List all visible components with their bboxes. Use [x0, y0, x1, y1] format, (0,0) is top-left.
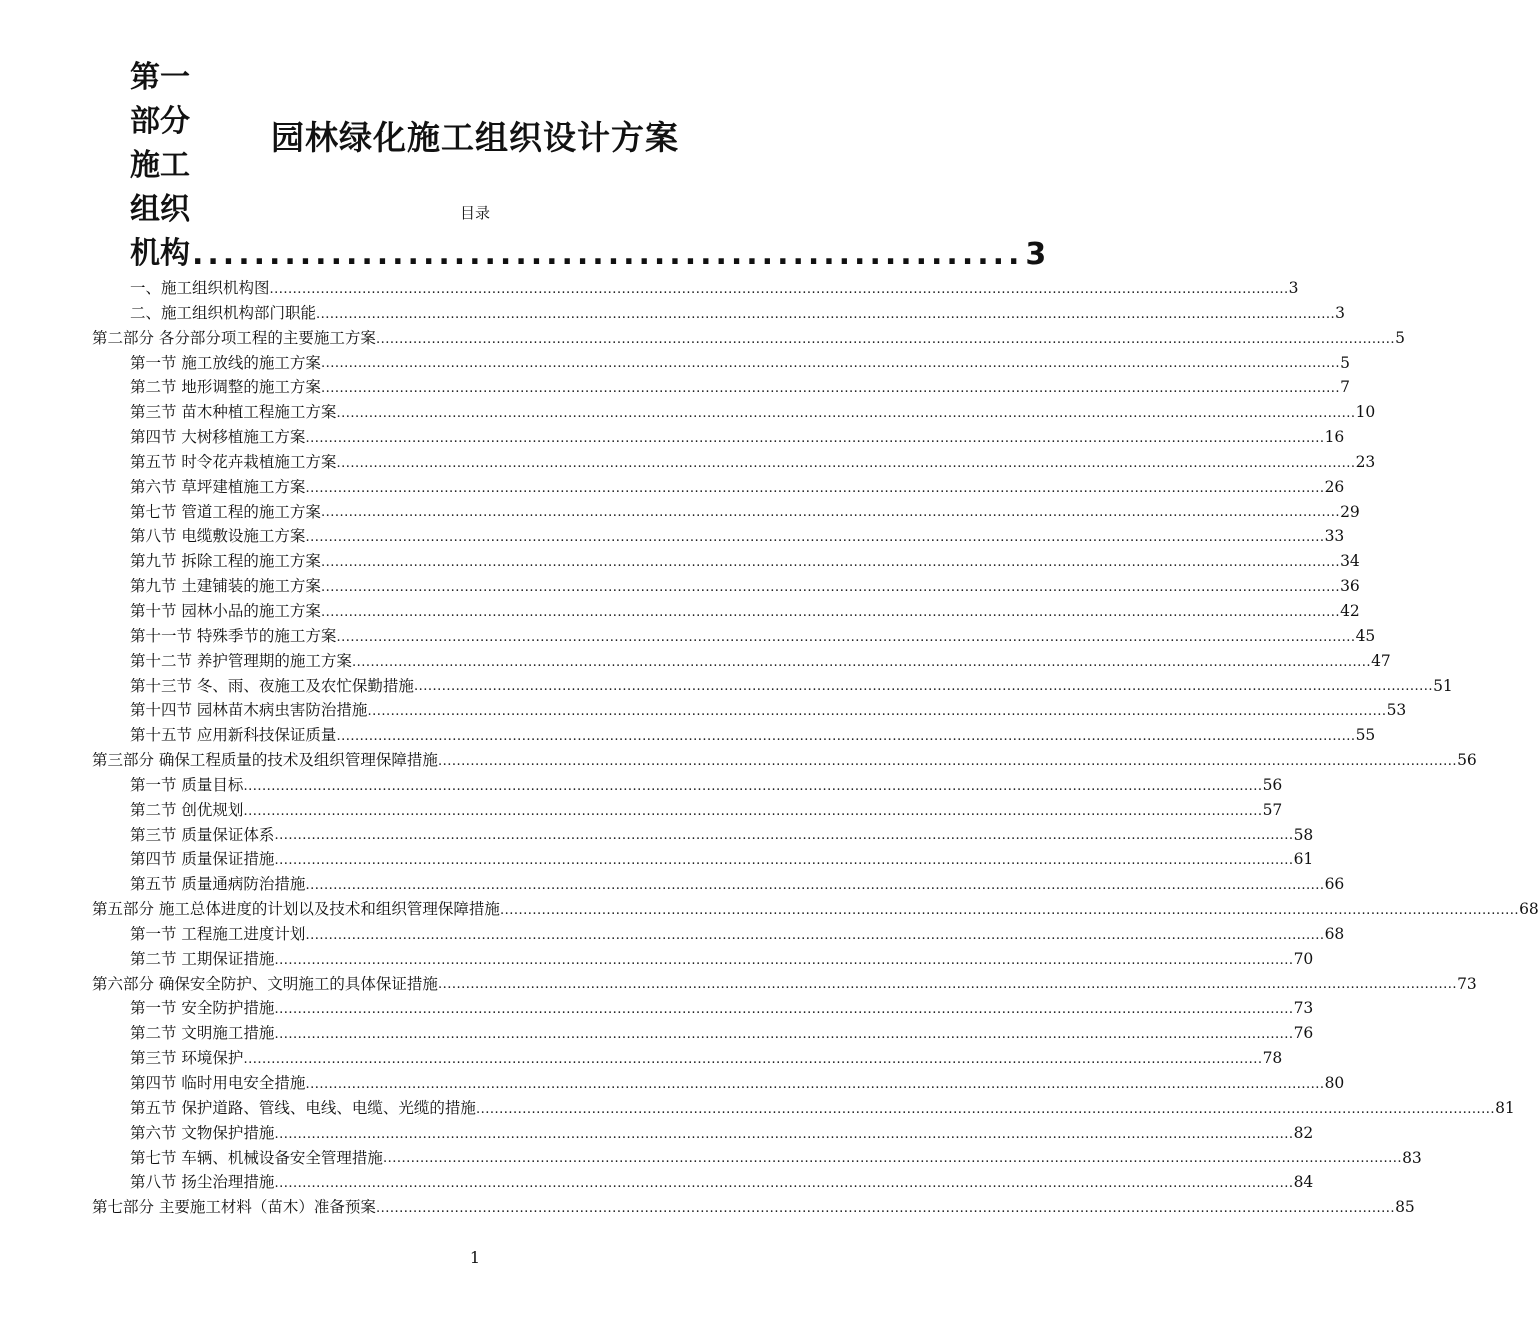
toc-entry-page: 42 — [1340, 601, 1360, 620]
toc-entry[interactable] — [92, 972, 1477, 997]
toc-entry[interactable] — [92, 1096, 1515, 1121]
toc-entry-page: 85 — [1395, 1198, 1415, 1217]
toc-leader-dots: ............................................................................................................................................................................................................................ — [499, 902, 1520, 918]
toc-entry[interactable] — [92, 1071, 1345, 1096]
toc-entry-label: 第一节 质量目标 — [130, 775, 244, 794]
toc-entry-label: 第六节 草坪建植施工方案 — [130, 477, 306, 496]
toc-entry-page: 68 — [1324, 924, 1345, 943]
toc-entry-page: 33 — [1324, 527, 1345, 546]
toc-leader-dots: ............................................................................................................................................................................................................................ — [274, 1126, 1294, 1142]
toc-entry-label: 第十节 园林小品的施工方案 — [130, 601, 321, 620]
toc-entry-page: 10 — [1355, 403, 1376, 422]
toc-entry-label: 第三部分 确保工程质量的技术及组织管理保障措施 — [92, 751, 438, 770]
toc-entry[interactable] — [92, 922, 1345, 947]
toc-entry[interactable] — [92, 674, 1453, 699]
toc-entry[interactable] — [92, 1146, 1422, 1171]
toc-entry[interactable] — [92, 599, 1360, 624]
toc-entry[interactable] — [92, 326, 1405, 351]
toc-entry[interactable] — [92, 698, 1407, 723]
toc-leader-dots: ............................................................................................................................................................................................................................ — [375, 1201, 1396, 1217]
toc-leader-dots: ............................................................................................................................................................................................................................ — [305, 1076, 1325, 1092]
toc-entry[interactable] — [92, 574, 1360, 599]
toc-leader-dots: ............................................................................................................................................................................................................................ — [320, 381, 1341, 397]
toc-entry[interactable] — [92, 1121, 1314, 1146]
toc-entry[interactable] — [92, 947, 1314, 972]
toc-entry-page: 26 — [1324, 477, 1345, 496]
toc-leader-dots: ............................................................................................................................................................................................................................ — [243, 1052, 1263, 1067]
toc-entry[interactable] — [92, 400, 1376, 425]
toc-leader-dots: ............................................................................................................................................................................................................................ — [305, 927, 1325, 943]
toc-entry-page: 56 — [1457, 751, 1477, 770]
toc-leader-dots: ............................................................................................................................................................................................................................ — [336, 729, 1356, 745]
toc-entry-label: 第七节 车辆、机械设备安全管理措施 — [130, 1148, 383, 1167]
toc-entry-label: 第十四节 园林苗木病虫害防治措施 — [130, 701, 368, 720]
toc-entry-label: 第三节 质量保证体系 — [130, 825, 275, 844]
toc-list — [92, 276, 1539, 1220]
toc-entry-page: 76 — [1293, 1024, 1314, 1043]
toc-entry-page: 56 — [1262, 775, 1283, 794]
toc-entry-page: 45 — [1355, 626, 1376, 645]
toc-entry-label: 第五部分 施工总体进度的计划以及技术和组织管理保障措施 — [92, 900, 500, 919]
toc-entry-label: 第三节 环境保护 — [130, 1049, 244, 1068]
toc-leader-dots: ............................................................................................................................................................................................................................ — [243, 803, 1263, 819]
toc-leader-dots: ............................................................................................................................................................................................................................ — [269, 281, 1289, 297]
toc-leader-dots: ............................................................................................................................................................................................................................ — [274, 1027, 1294, 1043]
toc-entry[interactable] — [92, 475, 1345, 500]
toc-entry[interactable] — [92, 425, 1345, 450]
toc-entry-page: 73 — [1293, 999, 1314, 1018]
toc-entry-page: 7 — [1340, 378, 1350, 397]
toc-leader-dots: ............................................................................................................................................................................................................................ — [437, 977, 1458, 993]
toc-entry-page: 70 — [1293, 949, 1314, 968]
toc-entry-page: 84 — [1293, 1173, 1314, 1192]
toc-entry-page: 81 — [1495, 1098, 1515, 1117]
toc-entry-label: 第八节 扬尘治理措施 — [130, 1173, 275, 1192]
toc-leader-dots: ............................................................................................................................................................................................................................ — [274, 853, 1294, 869]
toc-leader-dots: ............................................................................................................................................................................................................................ — [320, 555, 1341, 571]
toc-entry-page: 53 — [1386, 701, 1407, 720]
toc-leader-dots: ............................................................................................................................................................................................................................ — [336, 455, 1356, 471]
toc-leader-dots: ............................................................................................................................................................................................................................ — [320, 356, 1341, 372]
toc-leader-dots: ............................................................................................................................................................................................................................ — [382, 1151, 1403, 1167]
toc-entry-label: 第五节 保护道路、管线、电线、电缆、光缆的措施 — [130, 1098, 476, 1117]
toc-entry-page: 3 — [1025, 237, 1047, 272]
toc-leader-dots: ............................................................................................................................................................................................................................ — [320, 505, 1341, 521]
toc-leader-dots: ...................................................... — [192, 237, 1024, 272]
toc-entry[interactable] — [92, 798, 1283, 823]
toc-entry-label: 第一节 安全防护措施 — [130, 999, 275, 1018]
toc-leader-dots: ............................................................................................................................................................................................................................ — [305, 480, 1325, 496]
toc-entry[interactable] — [92, 723, 1376, 748]
page-number: 1 — [469, 1248, 481, 1267]
toc-entry-page: 34 — [1340, 552, 1360, 571]
toc-entry-page: 68 — [1519, 900, 1539, 919]
toc-entry[interactable] — [92, 823, 1314, 848]
toc-entry-label: 第二节 地形调整的施工方案 — [130, 378, 321, 397]
toc-entry-label: 第一节 施工放线的施工方案 — [130, 353, 321, 372]
toc-entry-page: 55 — [1355, 726, 1376, 745]
toc-entry-page: 66 — [1324, 875, 1345, 894]
toc-entry-label: 第四节 大树移植施工方案 — [130, 428, 306, 447]
toc-leader-dots: ............................................................................................................................................................................................................................ — [351, 654, 1372, 670]
toc-leader-dots: ............................................................................................................................................................................................................................ — [437, 753, 1458, 769]
toc-entry[interactable] — [92, 649, 1391, 674]
toc-entry-label: 第十五节 应用新科技保证质量 — [130, 726, 337, 745]
toc-entry[interactable] — [92, 773, 1283, 798]
toc-entry[interactable] — [92, 748, 1477, 773]
toc-entry[interactable] — [92, 847, 1314, 872]
toc-entry-page: 29 — [1340, 502, 1360, 521]
toc-entry-label: 第六部分 确保安全防护、文明施工的具体保证措施 — [92, 974, 438, 993]
toc-entry-page: 47 — [1371, 651, 1391, 670]
toc-leader-dots: ............................................................................................................................................................................................................................ — [243, 778, 1263, 794]
toc-entry-label: 第二节 创优规划 — [130, 800, 244, 819]
toc-entry-label: 第九节 土建铺装的施工方案 — [130, 577, 321, 596]
toc-entry[interactable] — [92, 897, 1539, 922]
toc-leader-dots: ............................................................................................................................................................................................................................ — [274, 952, 1294, 968]
toc-entry[interactable] — [92, 351, 1350, 376]
toc-entry[interactable] — [92, 375, 1350, 400]
toc-heading: 目录 — [459, 204, 490, 222]
toc-entry-label: 第四节 临时用电安全措施 — [130, 1074, 306, 1092]
toc-entry-label: 第三节 苗木种植工程施工方案 — [130, 403, 337, 422]
toc-entry-page: 16 — [1324, 428, 1345, 447]
toc-entry[interactable] — [92, 1195, 1415, 1220]
toc-entry[interactable] — [92, 996, 1314, 1021]
toc-entry-page: 36 — [1340, 577, 1360, 596]
toc-entry-page: 82 — [1293, 1123, 1314, 1142]
toc-entry[interactable] — [92, 1170, 1314, 1195]
toc-entry[interactable] — [92, 872, 1345, 897]
toc-entry[interactable] — [92, 450, 1376, 475]
toc-entry-page: 80 — [1324, 1074, 1345, 1092]
toc-entry-label: 第五节 质量通病防治措施 — [130, 875, 306, 894]
toc-entry-label: 二、施工组织机构部门职能 — [130, 303, 317, 322]
toc-entry-page: 57 — [1262, 800, 1283, 819]
toc-entry[interactable] — [92, 276, 1299, 301]
toc-entry-label: 第二部分 各分部分项工程的主要施工方案 — [92, 328, 376, 347]
toc-entry[interactable] — [92, 1021, 1314, 1046]
toc-entry[interactable] — [92, 301, 1346, 326]
toc-entry-label: 第九节 拆除工程的施工方案 — [130, 552, 321, 571]
toc-entry-label: 第一部分 施工组织机构 — [130, 60, 220, 271]
toc-entry-label: 第五节 时令花卉栽植施工方案 — [130, 452, 337, 471]
toc-entry-page: 58 — [1293, 825, 1314, 844]
toc-entry-label: 第二节 文明施工措施 — [130, 1024, 275, 1043]
toc-leader-dots: ............................................................................................................................................................................................................................ — [305, 878, 1325, 894]
toc-entry-page: 3 — [1288, 279, 1299, 297]
toc-entry-label: 第四节 质量保证措施 — [130, 850, 275, 869]
toc-leader-dots: ............................................................................................................................................................................................................................ — [320, 579, 1341, 595]
toc-leader-dots: ............................................................................................................................................................................................................................ — [336, 629, 1356, 645]
toc-leader-dots: ............................................................................................................................................................................................................................ — [475, 1101, 1496, 1117]
toc-leader-dots: ............................................................................................................................................................................................................................ — [375, 331, 1396, 347]
document-title: 园林绿化施工组织设计方案 — [271, 118, 679, 157]
toc-entry-label: 第二节 工期保证措施 — [130, 949, 275, 968]
toc-leader-dots: ............................................................................................................................................................................................................................ — [274, 828, 1294, 844]
toc-entry[interactable] — [92, 549, 1360, 574]
toc-entry[interactable] — [92, 1046, 1283, 1071]
toc-leader-dots: ............................................................................................................................................................................................................................ — [274, 1002, 1294, 1018]
toc-entry-page: 78 — [1262, 1049, 1283, 1068]
toc-leader-dots: ............................................................................................................................................................................................................................ — [274, 1176, 1294, 1192]
toc-entry-page: 73 — [1457, 974, 1477, 993]
toc-entry-page: 51 — [1433, 676, 1453, 695]
toc-leader-dots: ............................................................................................................................................................................................................................ — [316, 306, 1336, 322]
toc-entry-page: 83 — [1402, 1148, 1422, 1167]
toc-entry-label: 第七节 管道工程的施工方案 — [130, 502, 321, 521]
toc-entry-label: 第八节 电缆敷设施工方案 — [130, 527, 306, 546]
toc-entry-page: 5 — [1395, 328, 1405, 347]
toc-entry-page: 3 — [1335, 303, 1346, 322]
toc-entry-label: 第一节 工程施工进度计划 — [130, 924, 306, 943]
toc-leader-dots: ............................................................................................................................................................................................................................ — [413, 679, 1434, 695]
toc-entry-page: 23 — [1355, 452, 1376, 471]
toc-entry[interactable] — [92, 500, 1360, 525]
toc-entry-label: 一、施工组织机构图 — [130, 279, 270, 297]
toc-entry-label: 第六节 文物保护措施 — [130, 1123, 275, 1142]
toc-leader-dots: ............................................................................................................................................................................................................................ — [367, 704, 1387, 720]
toc-entry[interactable] — [92, 524, 1345, 549]
toc-entry-label: 第十一节 特殊季节的施工方案 — [130, 626, 337, 645]
toc-entry-label: 第十三节 冬、雨、夜施工及农忙保勤措施 — [130, 676, 414, 695]
toc-leader-dots: ............................................................................................................................................................................................................................ — [305, 430, 1325, 446]
toc-entry-page: 5 — [1340, 353, 1350, 372]
toc-leader-dots: ............................................................................................................................................................................................................................ — [336, 406, 1356, 422]
toc-entry-page: 61 — [1293, 850, 1314, 869]
toc-leader-dots: ............................................................................................................................................................................................................................ — [305, 530, 1325, 546]
toc-entry[interactable] — [92, 624, 1376, 649]
toc-entry-label: 第十二节 养护管理期的施工方案 — [130, 651, 352, 670]
toc-leader-dots: ............................................................................................................................................................................................................................ — [320, 604, 1341, 620]
toc-entry-label: 第七部分 主要施工材料（苗木）准备预案 — [92, 1198, 376, 1217]
